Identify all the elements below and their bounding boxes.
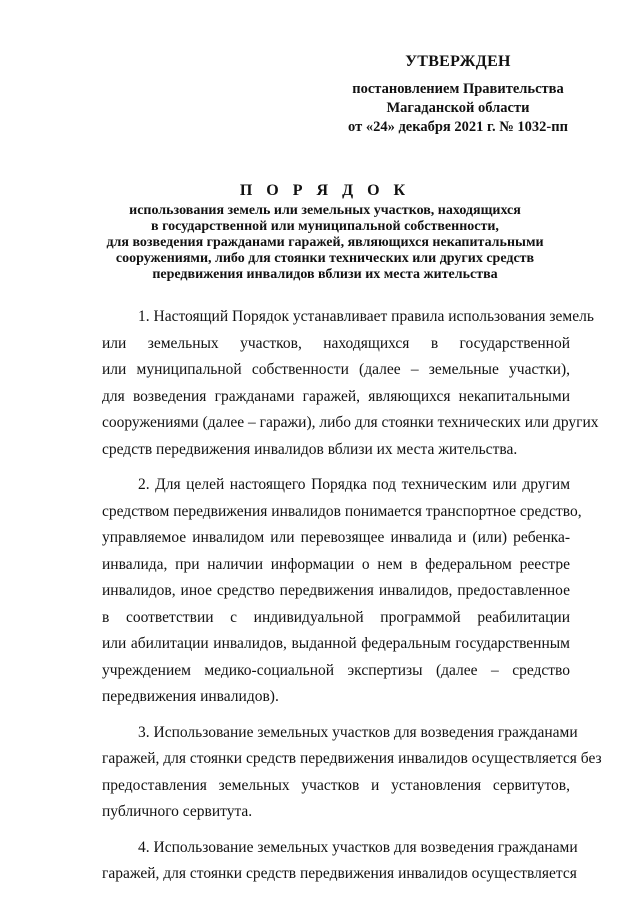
text-line: учреждением медико-социальной экспертизы (далее – средство	[102, 661, 570, 679]
document-subtitle	[80, 203, 570, 283]
subtitle-line: использования земель или земельных участков, находящихся	[129, 203, 521, 218]
text-line: 2. Для целей настоящего Порядка под техническим или другим	[138, 476, 570, 493]
approval-line: Магаданской области	[386, 100, 530, 116]
text-line: в соответствии с индивидуальной программой реабилитации	[102, 608, 570, 626]
text-line: или земельных участков, находящихся в государственной	[102, 334, 570, 352]
text-line: инвалидов, иное средство передвижения инвалидов, предоставленное	[102, 582, 570, 599]
text-line: или муниципальной собственности (далее – земельные участки),	[102, 361, 570, 378]
document-title: П О Р Я Д О К	[239, 182, 411, 199]
paragraph-2	[102, 472, 582, 711]
subtitle-line: в государственной или муниципальной собственности,	[151, 219, 499, 234]
text-line: сооружениями (далее – гаражи), либо для стоянки технических или других	[102, 414, 599, 431]
text-line: или абилитации инвалидов, выданной федеральным государственным	[102, 635, 570, 652]
text-line: 3. Использование земельных участков для возведения гражданами	[138, 723, 578, 741]
subtitle-line: сооружениями, либо для стоянки технических или других средств	[115, 251, 535, 266]
text-line: предоставления земельных участков и установления сервитутов,	[102, 776, 570, 794]
document-body	[102, 304, 602, 897]
text-line: средством передвижения инвалидов понимается транспортное средство,	[102, 502, 582, 520]
text-line: гаражей, для стоянки средств передвижения инвалидов осуществляется	[102, 865, 577, 882]
document-heading	[80, 182, 570, 283]
text-line: 4. Использование земельных участков для возведения гражданами	[138, 838, 578, 856]
approval-line: от «24» декабря 2021 г. № 1032-пп	[348, 119, 568, 135]
text-line: управляемое инвалидом или перевозящее инвалида и (или) ребенка-	[102, 529, 570, 546]
paragraph-4	[102, 835, 578, 888]
subtitle-line: передвижения инвалидов вблизи их места жительства	[152, 267, 498, 282]
text-line: передвижения инвалидов).	[102, 688, 279, 705]
paragraph-1	[102, 304, 599, 463]
approval-stamp	[328, 52, 588, 137]
text-line: гаражей, для стоянки средств передвижения инвалидов осуществляется без	[102, 750, 602, 767]
subtitle-line: для возведения гражданами гаражей, являющихся некапитальными	[106, 235, 544, 250]
approval-line: постановлением Правительства	[352, 81, 564, 97]
text-line: средств передвижения инвалидов вблизи их места жительства.	[102, 440, 518, 458]
text-line: 1. Настоящий Порядок устанавливает правила использования земель	[138, 308, 594, 325]
paragraph-3	[102, 720, 602, 826]
text-line: инвалида, при наличии информации о нем в федеральном реестре	[102, 555, 570, 573]
text-line: публичного сервитута.	[102, 803, 253, 820]
text-line: для возведения гражданами гаражей, являющихся некапитальными	[102, 387, 570, 405]
approval-title: УТВЕРЖДЕН	[405, 53, 511, 70]
